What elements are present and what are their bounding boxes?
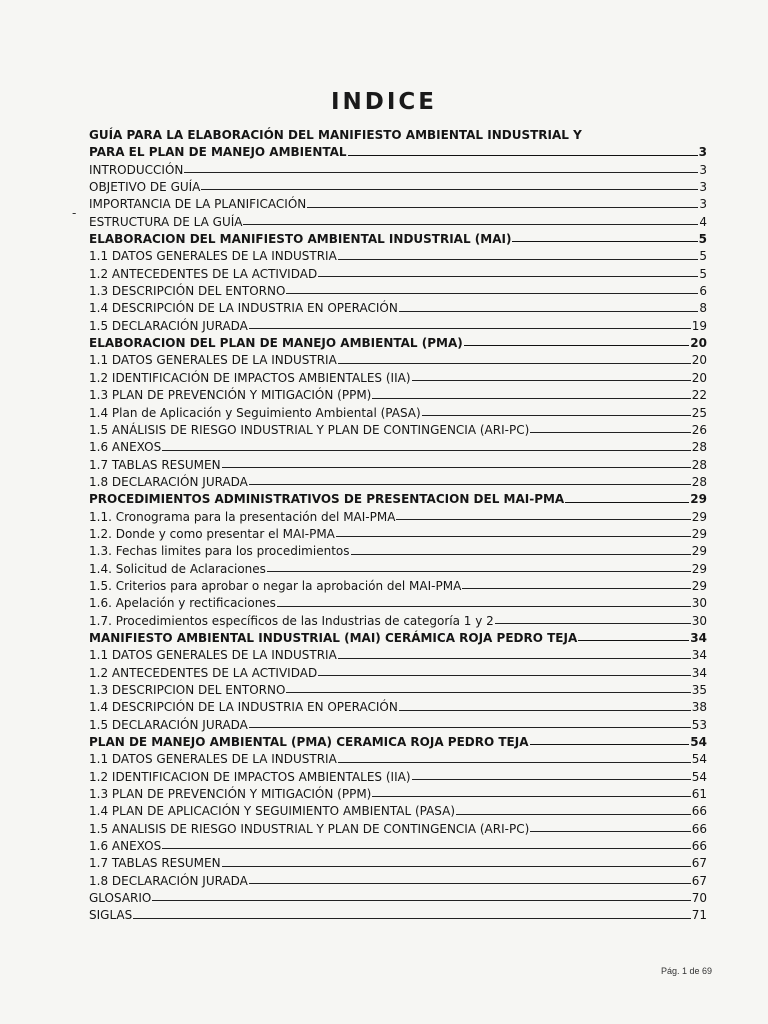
toc-entry bbox=[89, 699, 707, 716]
toc-entry bbox=[89, 578, 707, 595]
toc-leader-line bbox=[399, 311, 699, 312]
toc-leader-line bbox=[530, 831, 690, 832]
toc-leader-line bbox=[578, 640, 689, 641]
toc-entry-title: 1.7 TABLAS RESUMEN bbox=[89, 856, 221, 871]
toc-entry bbox=[89, 890, 707, 907]
margin-mark: - bbox=[72, 206, 77, 220]
toc-entry bbox=[89, 318, 707, 335]
toc-entry bbox=[89, 491, 707, 508]
toc-leader-line bbox=[372, 398, 690, 399]
toc-entry bbox=[89, 751, 707, 768]
toc-leader-line bbox=[565, 502, 689, 503]
toc-entry-page: 5 bbox=[698, 232, 707, 247]
toc-leader-line bbox=[372, 796, 690, 797]
toc-entry bbox=[89, 838, 707, 855]
toc-leader-line bbox=[222, 866, 691, 867]
toc-entry bbox=[89, 231, 707, 248]
toc-entry-page: 66 bbox=[691, 839, 707, 854]
toc-entry-page: 3 bbox=[699, 180, 707, 195]
toc-entry-page: 66 bbox=[691, 821, 707, 836]
toc-entry-title: GLOSARIO bbox=[89, 891, 152, 906]
toc-entry-title: PLAN DE MANEJO AMBIENTAL (PMA) CERAMICA ROJA PEDRO TEJA bbox=[89, 735, 529, 750]
toc-leader-line bbox=[267, 571, 691, 572]
toc-entry-title: IMPORTANCIA DE LA PLANIFICACIÓN bbox=[89, 197, 307, 212]
toc-entry-title: SIGLAS bbox=[89, 908, 133, 923]
toc-leader-line bbox=[412, 380, 691, 381]
toc-entry-title: 1.5 ANALISIS DE RIESGO INDUSTRIAL Y PLAN DE CONTINGENCIA (ARI-PC) bbox=[89, 821, 530, 836]
toc-entry-page: 35 bbox=[691, 683, 707, 697]
toc-entry-title: 1.8 DECLARACIÓN JURADA bbox=[89, 873, 248, 888]
toc-entry-title: 1.4 PLAN DE APLICACIÓN Y SEGUIMIENTO AMBIENTAL (PASA) bbox=[89, 804, 456, 819]
toc-entry bbox=[89, 509, 707, 526]
toc-entry bbox=[89, 769, 707, 786]
toc-entry bbox=[89, 526, 707, 543]
toc-entry bbox=[89, 855, 707, 872]
toc-entry-title: 1.2 ANTECEDENTES DE LA ACTIVIDAD bbox=[89, 266, 318, 281]
toc-leader-line bbox=[338, 762, 691, 763]
toc-leader-line bbox=[530, 744, 690, 745]
toc-entry-title: 1.3 PLAN DE PREVENCIÓN Y MITIGACIÓN (PPM) bbox=[89, 787, 372, 802]
toc-leader-line bbox=[422, 415, 691, 416]
toc-entry-page: 61 bbox=[691, 787, 707, 802]
toc-entry-page: 29 bbox=[691, 578, 707, 593]
toc-entry-page: 34 bbox=[690, 630, 707, 645]
toc-leader-line bbox=[318, 276, 698, 277]
toc-entry-page: 54 bbox=[690, 735, 707, 750]
toc-entry-title: 1.1. Cronograma para la presentación del MAI-PMA bbox=[89, 509, 396, 524]
toc-entries bbox=[89, 144, 707, 924]
toc-entry-page: 28 bbox=[691, 474, 707, 489]
toc-entry bbox=[89, 266, 707, 283]
toc-entry-title: 1.6 ANEXOS bbox=[89, 839, 162, 854]
toc-entry-page: 71 bbox=[691, 908, 707, 923]
toc-leader-line bbox=[201, 189, 698, 190]
toc-entry-page: 34 bbox=[691, 648, 707, 663]
toc-entry-title: 1.7. Procedimientos específicos de las Industrias de categoría 1 y 2 bbox=[89, 613, 494, 628]
toc-entry bbox=[89, 647, 707, 664]
toc-leader-line bbox=[249, 484, 691, 485]
toc-entry-page: 38 bbox=[691, 700, 707, 715]
toc-entry bbox=[89, 196, 707, 213]
toc-leader-line bbox=[133, 918, 690, 919]
toc-entry-title: 1.1 DATOS GENERALES DE LA INDUSTRIA bbox=[89, 648, 337, 663]
toc-leader-line bbox=[530, 432, 690, 433]
toc-entry bbox=[89, 873, 707, 890]
toc-entry-page: 29 bbox=[691, 509, 707, 524]
toc-entry-title: 1.1 DATOS GENERALES DE LA INDUSTRIA bbox=[89, 752, 337, 767]
toc-entry-page: 67 bbox=[691, 856, 707, 871]
toc-entry bbox=[89, 405, 707, 422]
page-title: INDICE bbox=[330, 89, 438, 115]
toc-entry-title: 1.7 TABLAS RESUMEN bbox=[89, 457, 221, 472]
toc-entry-title: MANIFIESTO AMBIENTAL INDUSTRIAL (MAI) CERÁMICA ROJA PEDRO TEJA bbox=[89, 630, 578, 645]
toc-entry bbox=[89, 821, 707, 838]
toc-entry-title: 1.3 DESCRIPCION DEL ENTORNO bbox=[89, 683, 286, 697]
toc-leader-line bbox=[249, 328, 691, 329]
toc-entry-title: PROCEDIMIENTOS ADMINISTRATIVOS DE PRESENTACION DEL MAI-PMA bbox=[89, 492, 565, 507]
toc-entry-title: 1.8 DECLARACIÓN JURADA bbox=[89, 474, 248, 489]
toc-entry bbox=[89, 595, 707, 612]
toc-leader-line bbox=[243, 224, 698, 225]
toc-entry bbox=[89, 352, 707, 369]
toc-entry bbox=[89, 543, 707, 560]
toc-entry-page: 54 bbox=[691, 752, 707, 767]
toc-entry-page: 5 bbox=[699, 249, 707, 264]
toc-entry-title: INTRODUCCIÓN bbox=[89, 162, 184, 177]
toc-entry-title: ELABORACION DEL MANIFIESTO AMBIENTAL INDUSTRIAL (MAI) bbox=[89, 232, 512, 247]
toc-entry-title: 1.4. Solicitud de Aclaraciones bbox=[89, 561, 266, 576]
toc-entry-page: 25 bbox=[691, 405, 707, 420]
toc-entry-title: 1.3 DESCRIPCIÓN DEL ENTORNO bbox=[89, 284, 286, 299]
toc-leader-line bbox=[318, 675, 691, 676]
toc-entry-title: 1.2 IDENTIFICACION DE IMPACTOS AMBIENTALES (IIA) bbox=[89, 769, 411, 784]
toc-leader-line bbox=[348, 155, 698, 156]
toc-leader-line bbox=[184, 172, 698, 173]
toc-leader-line bbox=[336, 536, 691, 537]
page-footer: Pág. 1 de 69 bbox=[660, 966, 712, 976]
toc-entry bbox=[89, 907, 707, 924]
toc-leader-line bbox=[222, 467, 691, 468]
toc-entry-title: 1.3. Fechas limites para los procedimientos bbox=[89, 544, 350, 559]
toc-entry-title: 1.2 ANTECEDENTES DE LA ACTIVIDAD bbox=[89, 665, 318, 680]
toc-leader-line bbox=[162, 848, 691, 849]
toc-entry-page: 66 bbox=[691, 804, 707, 819]
toc-entry-page: 20 bbox=[690, 336, 707, 351]
toc-leader-line bbox=[338, 259, 699, 260]
toc-entry-title: 1.1 DATOS GENERALES DE LA INDUSTRIA bbox=[89, 249, 337, 264]
toc-entry-title: 1.5 ANÁLISIS DE RIESGO INDUSTRIAL Y PLAN DE CONTINGENCIA (ARI-PC) bbox=[89, 422, 530, 437]
toc-entry-page: 67 bbox=[691, 873, 707, 888]
toc-entry-page: 29 bbox=[691, 561, 707, 576]
toc-entry bbox=[89, 439, 707, 456]
toc-entry-title: 1.4 DESCRIPCIÓN DE LA INDUSTRIA EN OPERACIÓN bbox=[89, 700, 398, 715]
toc-leader-line bbox=[351, 554, 691, 555]
toc-entry-page: 34 bbox=[691, 665, 707, 680]
toc-entry-title: 1.3 PLAN DE PREVENCIÓN Y MITIGACIÓN (PPM) bbox=[89, 388, 372, 403]
toc-leader-line bbox=[462, 588, 690, 589]
toc-entry-page: 3 bbox=[699, 197, 707, 212]
toc-leader-line bbox=[396, 519, 690, 520]
toc-entry bbox=[89, 717, 707, 734]
toc-entry-title: 1.6. Apelación y rectificaciones bbox=[89, 596, 276, 611]
toc-entry bbox=[89, 682, 707, 699]
toc-entry-title: 1.1 DATOS GENERALES DE LA INDUSTRIA bbox=[89, 353, 337, 368]
toc-entry bbox=[89, 248, 707, 265]
toc-entry bbox=[89, 474, 707, 491]
toc-entry-page: 20 bbox=[691, 370, 707, 385]
toc-entry bbox=[89, 786, 707, 803]
toc-entry-page: 54 bbox=[691, 769, 707, 784]
toc-entry bbox=[89, 162, 707, 179]
toc-entry-page: 4 bbox=[699, 214, 707, 229]
toc-entry bbox=[89, 144, 707, 161]
toc-entry-page: 29 bbox=[691, 526, 707, 541]
toc-entry bbox=[89, 335, 707, 352]
toc-leader-line bbox=[307, 207, 698, 208]
toc-leader-line bbox=[249, 727, 691, 728]
toc-entry bbox=[89, 387, 707, 404]
toc-entry bbox=[89, 422, 707, 439]
toc-entry-page: 19 bbox=[691, 318, 707, 333]
toc-leader-line bbox=[399, 710, 691, 711]
toc-entry-title: ESTRUCTURA DE LA GUÍA bbox=[89, 214, 243, 229]
toc-entry bbox=[89, 300, 707, 317]
toc-entry bbox=[89, 370, 707, 387]
toc-leader-line bbox=[495, 623, 691, 624]
toc-entry bbox=[89, 665, 707, 682]
toc-entry-title: 1.5 DECLARACIÓN JURADA bbox=[89, 318, 248, 333]
toc-entry-title: 1.4 DESCRIPCIÓN DE LA INDUSTRIA EN OPERACIÓN bbox=[89, 301, 398, 316]
toc-leader-line bbox=[152, 900, 690, 901]
toc-entry bbox=[89, 283, 707, 300]
toc-leader-line bbox=[412, 779, 691, 780]
toc-entry-title: 1.6 ANEXOS bbox=[89, 440, 162, 455]
toc-entry-title: ELABORACION DEL PLAN DE MANEJO AMBIENTAL (PMA) bbox=[89, 336, 463, 351]
toc-entry-page: 3 bbox=[699, 162, 707, 177]
toc-entry-page: 28 bbox=[691, 457, 707, 472]
toc-entry bbox=[89, 803, 707, 820]
toc-leader-line bbox=[512, 241, 697, 242]
toc-leader-line bbox=[286, 692, 690, 693]
toc-heading-line bbox=[89, 127, 707, 144]
toc-entry-page: 29 bbox=[690, 492, 707, 507]
toc-entry-page: 20 bbox=[691, 353, 707, 368]
toc-entry-page: 8 bbox=[699, 301, 707, 316]
toc-entry-page: 53 bbox=[691, 717, 707, 732]
toc-entry bbox=[89, 734, 707, 751]
toc-entry-title: PARA EL PLAN DE MANEJO AMBIENTAL bbox=[89, 145, 347, 160]
toc-entry-title: 1.2. Donde y como presentar el MAI-PMA bbox=[89, 526, 335, 541]
toc-entry-title: 1.4 Plan de Aplicación y Seguimiento Ambiental (PASA) bbox=[89, 405, 421, 420]
toc-entry bbox=[89, 630, 707, 647]
toc-entry-title: 1.5 DECLARACIÓN JURADA bbox=[89, 717, 248, 732]
toc-entry-title: OBJETIVO DE GUÍA bbox=[89, 180, 201, 195]
toc-entry-page: 22 bbox=[691, 388, 707, 403]
toc-entry-page: 28 bbox=[691, 440, 707, 455]
toc-entry bbox=[89, 179, 707, 196]
toc-heading-text: GUÍA PARA LA ELABORACIÓN DEL MANIFIESTO AMBIENTAL INDUSTRIAL Y bbox=[89, 128, 582, 142]
toc-leader-line bbox=[162, 450, 691, 451]
toc-entry bbox=[89, 457, 707, 474]
toc-leader-line bbox=[277, 606, 691, 607]
toc-leader-line bbox=[338, 658, 691, 659]
toc-leader-line bbox=[456, 814, 691, 815]
toc-entry bbox=[89, 613, 707, 630]
toc-entry-page: 70 bbox=[691, 891, 707, 906]
toc-entry-page: 3 bbox=[698, 145, 707, 160]
table-of-contents bbox=[89, 127, 707, 925]
toc-entry-page: 30 bbox=[691, 613, 707, 628]
toc-entry-page: 5 bbox=[699, 266, 707, 281]
toc-entry-page: 26 bbox=[691, 422, 707, 437]
toc-entry-page: 29 bbox=[691, 544, 707, 559]
toc-entry bbox=[89, 214, 707, 231]
toc-entry-page: 30 bbox=[691, 596, 707, 611]
toc-entry-page: 6 bbox=[699, 284, 707, 299]
toc-leader-line bbox=[464, 345, 690, 346]
toc-leader-line bbox=[249, 883, 691, 884]
toc-entry-title: 1.2 IDENTIFICACIÓN DE IMPACTOS AMBIENTALES (IIA) bbox=[89, 370, 411, 385]
toc-entry-title: 1.5. Criterios para aprobar o negar la aprobación del MAI-PMA bbox=[89, 578, 462, 593]
toc-leader-line bbox=[338, 363, 691, 364]
toc-entry bbox=[89, 561, 707, 578]
toc-leader-line bbox=[286, 293, 698, 294]
